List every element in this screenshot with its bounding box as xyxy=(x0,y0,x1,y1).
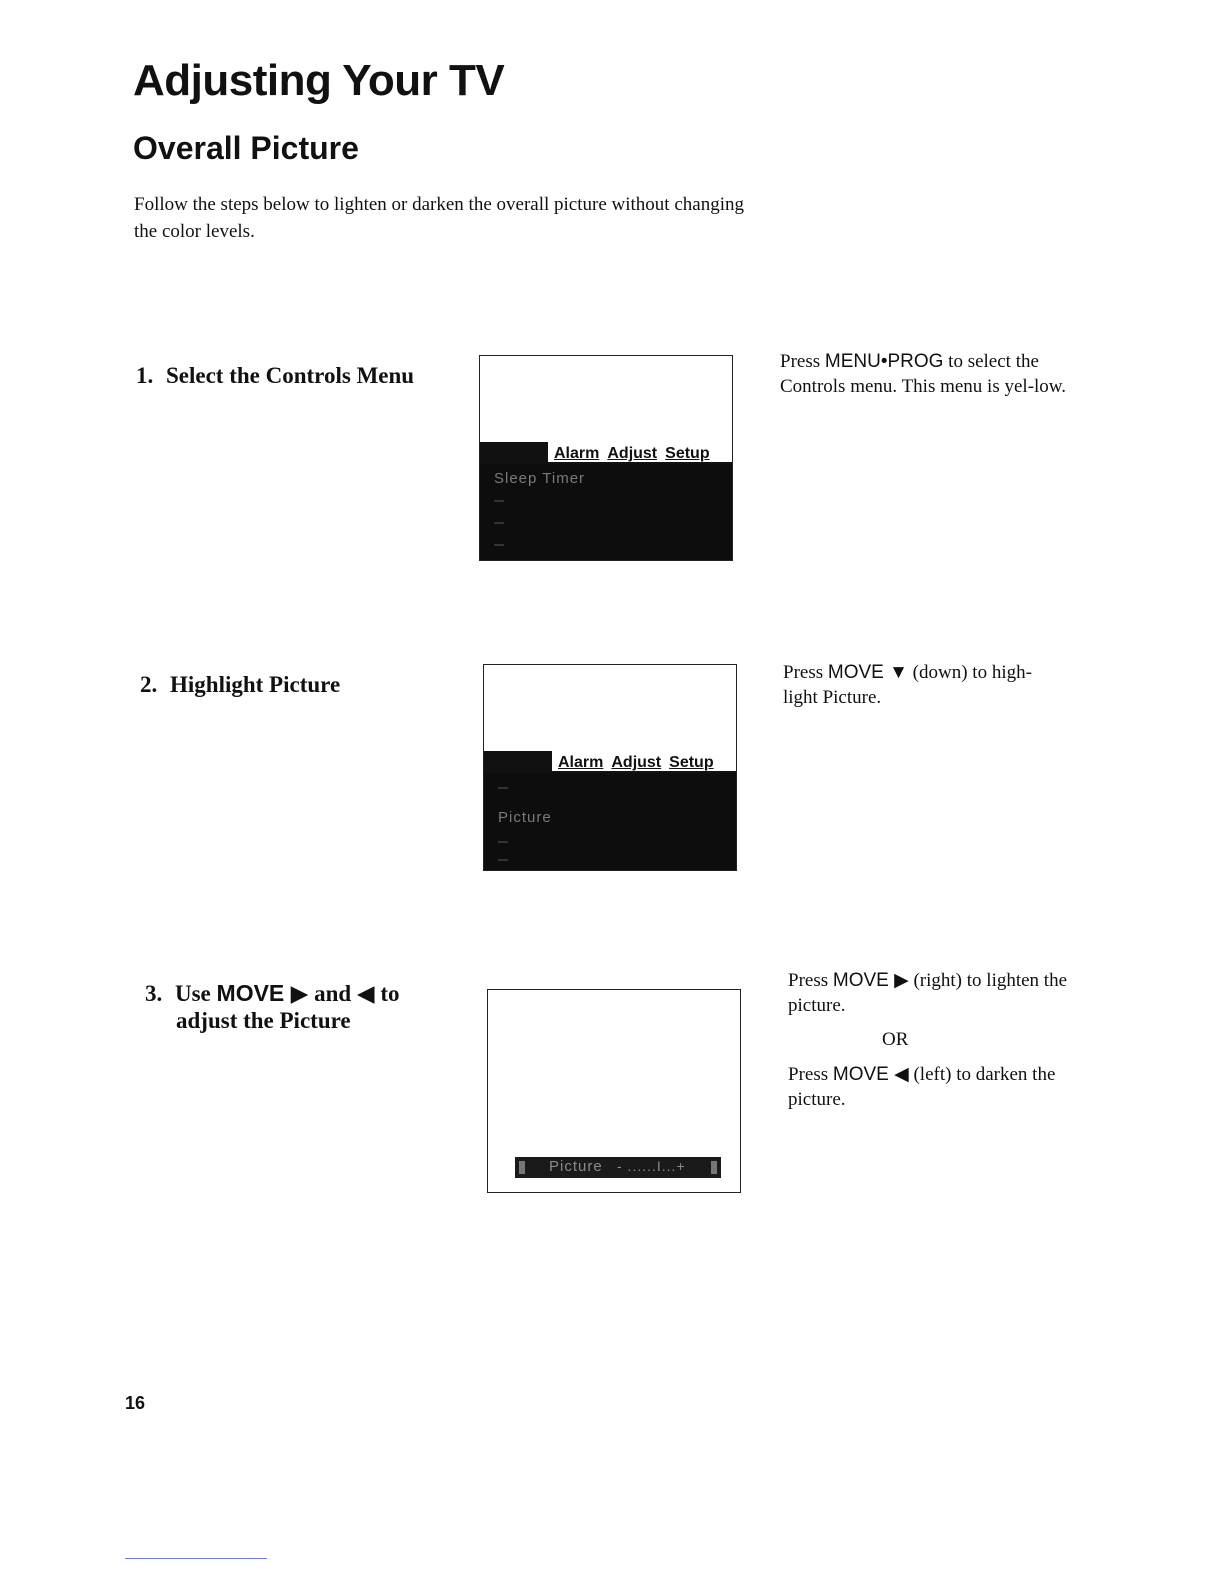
darken-pre: Press xyxy=(788,1064,833,1085)
step-3-number: 3. xyxy=(145,981,163,1006)
menu-item-placeholder xyxy=(494,522,504,524)
move-down-key: MOVE ▼ xyxy=(827,662,908,683)
picture-adjust-bar xyxy=(515,1157,721,1178)
step-2-title-text: Highlight Picture xyxy=(170,672,341,697)
step-3-title-mid: and ◀ to xyxy=(308,981,400,1006)
tab-adjust: Adjust xyxy=(607,445,658,462)
step-3-title-line2: adjust the Picture xyxy=(176,1008,351,1033)
lighten-pre: Press xyxy=(788,970,833,991)
move-right-key-desc: MOVE ▶ xyxy=(832,970,909,991)
page-title: Adjusting Your TV xyxy=(133,56,505,105)
step-3-description xyxy=(788,968,1078,1112)
step-1-desc-pre: Press xyxy=(780,351,825,372)
step-1-desc-post: to select the Controls menu. This menu is yel-low. xyxy=(780,351,1067,397)
step-2-desc-pre: Press xyxy=(783,662,828,683)
tab-alarm: Alarm xyxy=(558,754,604,771)
step-2-tv-screen xyxy=(483,664,737,871)
step-3-title-pre: Use xyxy=(175,981,217,1006)
controls-tab-block xyxy=(484,751,552,773)
menu-body xyxy=(484,773,736,870)
lighten-post: (right) to lighten the picture. xyxy=(788,970,1068,1016)
section-title: Overall Picture xyxy=(133,130,359,166)
step-1-title xyxy=(136,362,414,389)
controls-tab-block xyxy=(480,442,548,464)
menu-item-placeholder xyxy=(498,859,508,861)
menu-item-placeholder xyxy=(494,500,504,502)
tab-alarm: Alarm xyxy=(554,445,600,462)
step-2-description xyxy=(783,660,1063,710)
tab-setup: Setup xyxy=(665,445,710,462)
menu-tabs xyxy=(558,754,722,772)
menu-tabs xyxy=(554,445,718,463)
menu-item-placeholder xyxy=(498,841,508,843)
darken-instruction xyxy=(788,1062,1078,1112)
bar-left-cap xyxy=(519,1161,525,1174)
step-3-tv-screen xyxy=(487,989,741,1193)
intro-paragraph: Follow the steps below to lighten or darken the overall picture without changing the color levels. xyxy=(134,194,744,242)
darken-post: (left) to darken the picture. xyxy=(788,1064,1056,1110)
menu-item-highlighted: Sleep Timer xyxy=(494,470,586,487)
step-3-title xyxy=(145,980,400,1034)
picture-bar-label: Picture xyxy=(549,1158,603,1175)
lighten-instruction xyxy=(788,968,1078,1018)
picture-level-scale: - ......I...+ xyxy=(617,1158,686,1174)
tab-setup: Setup xyxy=(669,754,714,771)
page-number: 16 xyxy=(125,1393,146,1413)
step-1-number: 1. xyxy=(136,363,154,388)
tab-adjust: Adjust xyxy=(611,754,662,771)
step-2-title xyxy=(140,671,340,698)
footer-rule xyxy=(125,1558,267,1559)
menu-item-placeholder xyxy=(498,787,508,789)
move-right-key: MOVE ▶ xyxy=(216,980,309,1006)
menu-body xyxy=(480,464,732,560)
menu-prog-key: MENU•PROG xyxy=(824,351,944,372)
or-separator: OR xyxy=(882,1029,909,1050)
menu-bar xyxy=(480,442,732,464)
step-1-description xyxy=(780,349,1070,399)
step-2-desc-post: (down) to high-light Picture. xyxy=(783,662,1032,708)
menu-item-placeholder xyxy=(494,544,504,546)
move-left-key-desc: MOVE ◀ xyxy=(832,1064,909,1085)
bar-right-cap xyxy=(711,1161,717,1174)
step-1-title-text: Select the Controls Menu xyxy=(166,363,415,388)
step-1-tv-screen xyxy=(479,355,733,561)
step-2-number: 2. xyxy=(140,672,158,697)
menu-item-highlighted: Picture xyxy=(498,809,552,826)
menu-bar xyxy=(484,751,736,773)
